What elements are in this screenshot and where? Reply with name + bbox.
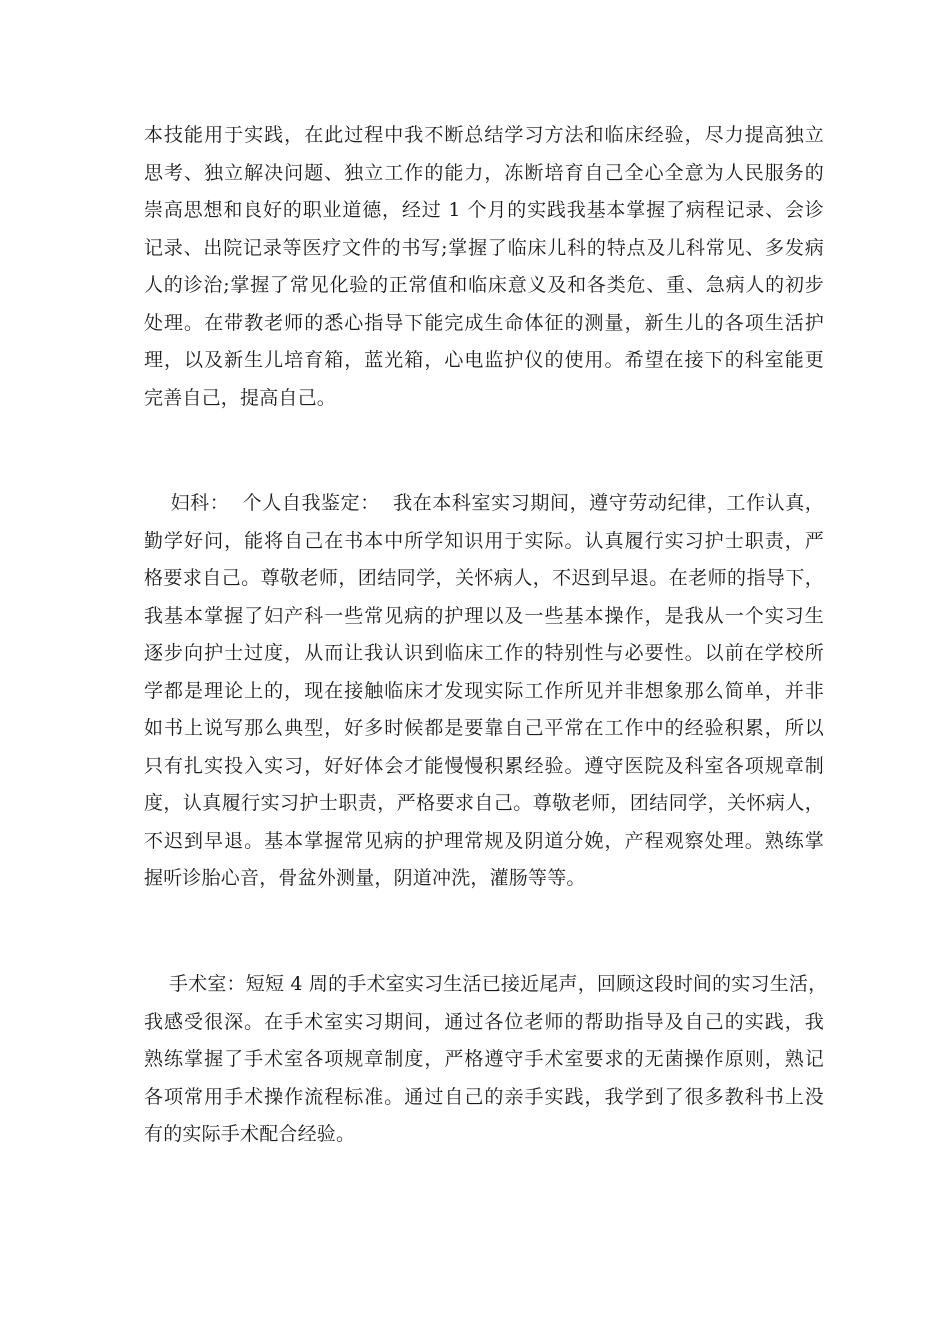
text-line: 各项常用手术操作流程标准。通过自己的亲手实践，我学到了很多教科书上没	[144, 1085, 824, 1108]
paragraph-operating-room	[144, 966, 828, 1154]
text-line: 逐步向护士过度，从而让我认识到临床工作的特别性与必要性。以前在学校所	[144, 642, 824, 664]
text-line: 我感受很深。在手术室实习期间，通过各位老师的帮助指导及自己的实践，我	[144, 1010, 824, 1033]
text-line: 握听诊胎心音，骨盆外测量，阴道冲洗，灌肠等等。	[144, 867, 586, 889]
text-line: 如书上说写那么典型，好多时候都是要靠自己平常在工作中的经验积累，所以	[144, 717, 824, 739]
text-line: 手术室：短短 4 周的手术室实习生活已接近尾声，回顾这段时间的实习生活，	[144, 973, 828, 995]
text-line: 处理。在带教老师的悉心指导下能完成生命体征的测量，新生儿的各项生活护	[144, 311, 824, 334]
text-line: 有的实际手术配合经验。	[144, 1123, 356, 1145]
text-line: 度，认真履行实习护士职责，严格要求自己。尊敬老师，团结同学，关怀病人，	[144, 792, 824, 814]
text-line: 熟练掌握了手术室各项规章制度，严格遵守手术室要求的无菌操作原则，熟记	[144, 1048, 824, 1070]
text-line: 人的诊治;掌握了常见化验的正常值和临床意义及和各类危、重、急病人的初步	[144, 274, 824, 296]
text-line: 勤学好问，能将自己在书本中所学知识用于实际。认真履行实习护士职责，严	[144, 529, 824, 552]
text-line: 思考、独立解决问题、独立工作的能力，冻断培育自己全心全意为人民服务的	[144, 161, 824, 184]
text-line: 学都是理论上的，现在接触临床才发现实际工作所见并非想象那么简单，并非	[144, 679, 824, 702]
text-line: 崇高思想和良好的职业道德，经过 1 个月的实践我基本掌握了病程记录、会诊	[144, 199, 824, 221]
text-line: 我基本掌握了妇产科一些常见病的护理以及一些基本操作，是我从一个实习生	[144, 604, 824, 627]
text-line: 本技能用于实践，在此过程中我不断总结学习方法和临床经验，尽力提高独立	[144, 124, 824, 146]
paragraph-pediatrics-summary	[144, 117, 824, 417]
text-line: 不迟到早退。基本掌握常见病的护理常规及阴道分娩，产程观察处理。熟练掌	[144, 829, 824, 852]
text-line: 记录、出院记录等医疗文件的书写;掌握了临床儿科的特点及儿科常见、多发病	[144, 236, 824, 259]
text-line: 只有扎实投入实习，好好体会才能慢慢积累经验。遵守医院及科室各项规章制	[144, 754, 824, 777]
paragraph-gynecology	[144, 485, 824, 898]
text-line: 格要求自己。尊敬老师，团结同学，关怀病人，不迟到早退。在老师的指导下，	[144, 567, 824, 589]
text-line: 完善自己，提高自己。	[144, 386, 337, 409]
text-line: 理，以及新生儿培育箱，蓝光箱，心电监护仪的使用。希望在接下的科室能更	[144, 349, 824, 371]
text-line: 妇科： 个人自我鉴定： 我在本科室实习期间，遵守劳动纪律，工作认真，	[144, 492, 824, 514]
